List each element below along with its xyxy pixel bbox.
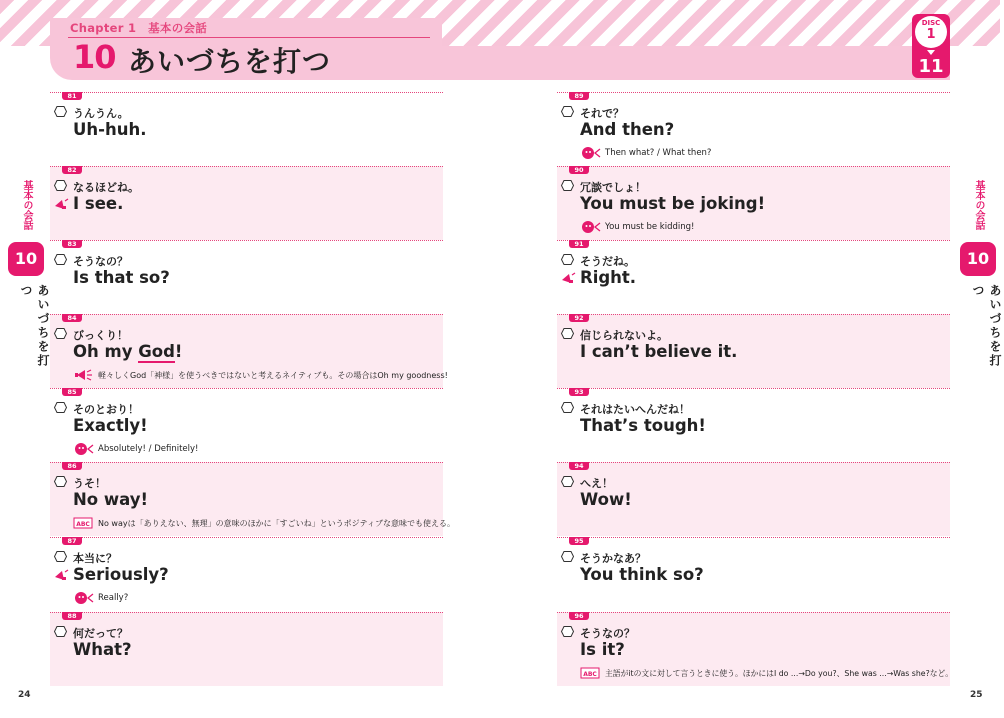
phrase-entry-90 — [557, 166, 950, 240]
japanese-phrase: それはたいへんだね！ — [580, 403, 690, 416]
note-text: Then what? / What then? — [605, 148, 712, 158]
side-tab-number: 10 — [960, 242, 996, 276]
dotted-divider — [557, 537, 950, 538]
speech-bubble-icon — [54, 551, 67, 562]
phrase-entry-91 — [557, 240, 950, 314]
phrase-entry-87 — [50, 537, 443, 611]
note-text: You must be kidding! — [605, 222, 695, 232]
english-phrase-part: ! — [174, 342, 183, 361]
dotted-divider — [557, 166, 950, 167]
page-number-left: 24 — [18, 690, 31, 700]
speech-bubble-icon — [54, 476, 67, 487]
side-tab-left — [8, 180, 50, 380]
chapter-label: Chapter 1 基本の会話 — [70, 21, 208, 35]
phrase-entry-82 — [50, 166, 443, 240]
dotted-divider — [557, 240, 950, 241]
english-phrase: I can’t believe it. — [580, 342, 738, 361]
japanese-phrase: うそ！ — [73, 477, 106, 490]
chapter-rule — [68, 37, 430, 38]
speaker-face-icon — [580, 146, 602, 160]
header-band — [442, 46, 950, 80]
dotted-divider — [557, 92, 950, 93]
phrase-entry-84 — [50, 314, 448, 388]
phrase-entry-88 — [50, 612, 443, 686]
english-phrase: Right. — [580, 268, 637, 287]
dotted-divider — [50, 537, 443, 538]
japanese-phrase: そうだね。 — [580, 255, 635, 268]
disc-icon — [915, 16, 947, 48]
entry-number: 95 — [569, 537, 589, 545]
speech-bubble-icon — [54, 328, 67, 339]
speech-bubble-icon — [54, 254, 67, 265]
note-text: 軽々しくGod「神様」を使うべきではないと考えるネイティブも。その場合はOh my goodness! — [98, 370, 448, 380]
japanese-phrase: そうなの？ — [73, 255, 128, 268]
english-phrase: Wow! — [580, 490, 632, 509]
dotted-divider — [557, 388, 950, 389]
speaker-face-icon — [73, 442, 95, 456]
english-phrase: Is it? — [580, 640, 625, 659]
note-text: Absolutely! / Definitely! — [98, 444, 199, 454]
entry-number: 94 — [569, 462, 589, 470]
japanese-phrase: うんうん。 — [73, 107, 129, 120]
english-phrase: Exactly! — [73, 416, 148, 435]
phrase-entry-83 — [50, 240, 443, 314]
abc-icon — [580, 666, 602, 680]
english-phrase: Seriously? — [73, 565, 169, 584]
dotted-divider — [50, 240, 443, 241]
english-phrase: That’s tough! — [580, 416, 706, 435]
phrase-note — [73, 591, 128, 605]
japanese-phrase: そうかなあ？ — [580, 552, 646, 565]
abc-label: ABC — [76, 521, 90, 528]
entry-number: 85 — [62, 388, 82, 396]
phrase-note — [73, 516, 455, 530]
speech-bubble-icon — [561, 476, 574, 487]
speech-bubble-icon — [54, 402, 67, 413]
side-tab-category: 基本の会話 — [973, 180, 984, 230]
megaphone-icon — [53, 568, 69, 584]
megaphone-icon — [73, 368, 95, 382]
japanese-phrase: それで？ — [580, 107, 624, 120]
abc-icon — [73, 516, 95, 530]
entry-number: 92 — [569, 314, 589, 322]
speech-bubble-icon — [561, 180, 574, 191]
speech-bubble-icon — [561, 254, 574, 265]
megaphone-icon — [560, 271, 576, 287]
japanese-phrase: 本当に？ — [73, 552, 117, 565]
dotted-divider — [50, 462, 443, 463]
note-text: No wayは「ありえない、無理」の意味のほかに「すごいね」というポジティブな意味でも使える。 — [98, 518, 455, 528]
dotted-divider — [50, 166, 443, 167]
phrase-entry-93 — [557, 388, 950, 462]
phrase-entry-81 — [50, 92, 443, 166]
speech-bubble-icon — [54, 180, 67, 191]
phrase-entry-95 — [557, 537, 950, 611]
english-phrase: You must be joking! — [580, 194, 766, 213]
speech-bubble-icon — [561, 328, 574, 339]
entry-number: 82 — [62, 166, 82, 174]
entry-number: 91 — [569, 240, 589, 248]
japanese-phrase: 何だって？ — [73, 627, 128, 640]
note-text: Really? — [98, 593, 129, 603]
speech-bubble-icon — [561, 551, 574, 562]
phrase-note — [580, 220, 694, 234]
triangle-down-icon — [927, 50, 935, 55]
phrase-note — [73, 442, 198, 456]
dotted-divider — [557, 314, 950, 315]
dotted-divider — [557, 462, 950, 463]
entry-number: 88 — [62, 612, 82, 620]
speech-bubble-icon — [54, 626, 67, 637]
japanese-phrase: びっくり！ — [73, 329, 128, 342]
japanese-phrase: なるほどね。 — [73, 181, 139, 194]
speaker-face-icon — [73, 591, 95, 605]
entry-number: 96 — [569, 612, 589, 620]
phrase-entry-92 — [557, 314, 950, 388]
phrase-entry-85 — [50, 388, 443, 462]
dotted-divider — [50, 314, 443, 315]
english-phrase — [73, 342, 182, 361]
phrase-entry-89 — [557, 92, 950, 166]
english-phrase: No way! — [73, 490, 149, 509]
note-text: 主語がitの文に対して言うときに使う。ほかにはI do ...→Do you?、She was ...→Was she?など。 — [605, 668, 954, 678]
entry-number: 87 — [62, 537, 82, 545]
english-phrase-highlight: God — [138, 342, 175, 361]
english-phrase: You think so? — [580, 565, 704, 584]
lesson-title: あいづちを打つ — [128, 45, 332, 78]
lesson-number: 10 — [73, 38, 116, 76]
phrase-entry-86 — [50, 462, 455, 536]
phrase-note — [580, 146, 711, 160]
disc-number: 1 — [926, 27, 936, 42]
dotted-divider — [50, 388, 443, 389]
speaker-face-icon — [580, 220, 602, 234]
english-phrase: What? — [73, 640, 132, 659]
speech-bubble-icon — [561, 106, 574, 117]
side-tab-title: あいづちを打つ — [19, 284, 50, 368]
dotted-divider — [50, 92, 443, 93]
phrase-note — [580, 666, 953, 680]
side-tab-right — [960, 180, 1002, 380]
japanese-phrase: そうなの？ — [580, 627, 635, 640]
side-tab-number: 10 — [8, 242, 44, 276]
japanese-phrase: そのとおり！ — [73, 403, 139, 416]
dotted-divider — [557, 612, 950, 613]
megaphone-icon — [53, 197, 69, 213]
page-number-right: 25 — [970, 690, 983, 700]
entry-number: 84 — [62, 314, 82, 322]
japanese-phrase: へえ！ — [580, 477, 613, 490]
entry-number: 90 — [569, 166, 589, 174]
side-tab-category: 基本の会話 — [21, 180, 32, 230]
phrase-entry-94 — [557, 462, 950, 536]
entry-number: 86 — [62, 462, 82, 470]
speech-bubble-icon — [561, 402, 574, 413]
phrase-note — [73, 368, 448, 382]
english-phrase: Uh-huh. — [73, 120, 147, 139]
english-phrase: And then? — [580, 120, 675, 139]
entry-number: 83 — [62, 240, 82, 248]
dotted-divider — [50, 612, 443, 613]
speech-bubble-icon — [54, 106, 67, 117]
disc-track-badge — [912, 14, 950, 78]
speech-bubble-icon — [561, 626, 574, 637]
japanese-phrase: 信じられないよ。 — [580, 329, 668, 342]
english-phrase: Is that so? — [73, 268, 170, 287]
entry-number: 89 — [569, 92, 589, 100]
english-phrase: I see. — [73, 194, 124, 213]
track-number: 11 — [918, 56, 944, 77]
phrase-entry-96 — [557, 612, 954, 686]
english-phrase-part: Oh my — [73, 342, 139, 361]
side-tab-title: あいづちを打つ — [971, 284, 1002, 368]
disc-label: DISC — [921, 19, 941, 27]
abc-label: ABC — [583, 671, 597, 678]
entry-number: 93 — [569, 388, 589, 396]
japanese-phrase: 冗談でしょ！ — [580, 181, 646, 194]
entry-number: 81 — [62, 92, 82, 100]
